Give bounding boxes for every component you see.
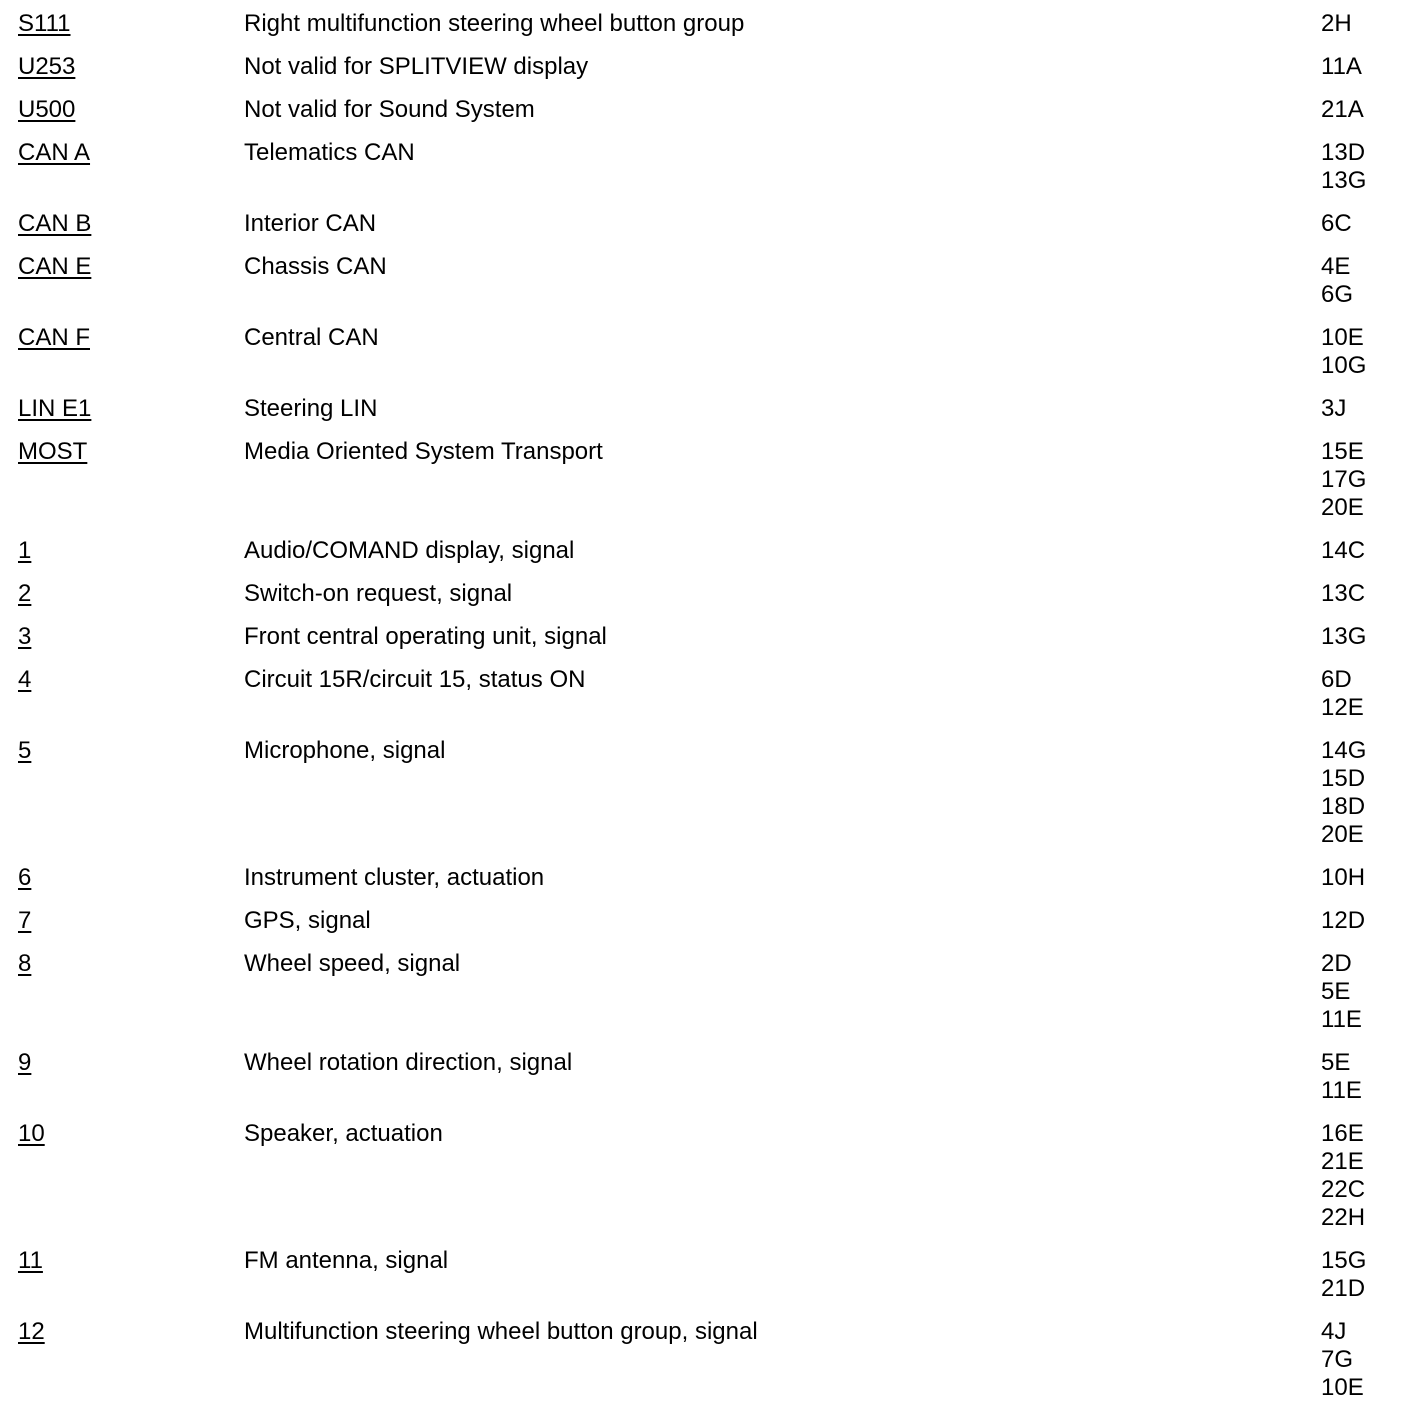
legend-description: Right multifunction steering wheel button group — [244, 10, 745, 37]
legend-description: Not valid for Sound System — [244, 96, 535, 123]
legend-grid-refs — [1321, 10, 1401, 38]
legend-grid-refs — [1321, 737, 1401, 849]
legend-description: Telematics CAN — [244, 139, 415, 166]
legend-description: Interior CAN — [244, 210, 377, 237]
legend-description: Instrument cluster, actuation — [244, 864, 545, 891]
grid-ref: 21E — [1321, 1148, 1364, 1175]
legend-code-link[interactable]: 10 — [18, 1120, 45, 1147]
legend-grid-refs — [1321, 950, 1401, 1034]
legend-code-link[interactable]: 3 — [18, 623, 32, 650]
legend-row — [0, 139, 1408, 195]
legend-description: Wheel speed, signal — [244, 950, 461, 977]
legend-row — [0, 1049, 1408, 1105]
legend-grid-refs — [1321, 864, 1401, 892]
legend-code-link[interactable]: U500 — [18, 96, 76, 123]
grid-ref: 11A — [1321, 53, 1362, 80]
legend-grid-refs — [1321, 1247, 1401, 1303]
legend-grid-refs — [1321, 623, 1401, 651]
grid-ref: 6C — [1321, 210, 1352, 237]
legend-row — [0, 623, 1408, 651]
legend-table — [0, 10, 1408, 1417]
grid-ref: 14C — [1321, 537, 1366, 564]
legend-description: Multifunction steering wheel button group, signal — [244, 1318, 758, 1345]
legend-code-link[interactable]: CAN B — [18, 210, 92, 237]
legend-code-link[interactable]: 8 — [18, 950, 32, 977]
legend-grid-refs — [1321, 666, 1401, 722]
legend-grid-refs — [1321, 210, 1401, 238]
legend-description: Chassis CAN — [244, 253, 387, 280]
legend-grid-refs — [1321, 580, 1401, 608]
grid-ref: 10E — [1321, 324, 1364, 351]
grid-ref: 20E — [1321, 494, 1364, 521]
legend-row — [0, 438, 1408, 522]
legend-grid-refs — [1321, 139, 1401, 195]
legend-code-link[interactable]: 12 — [18, 1318, 45, 1345]
legend-row — [0, 1247, 1408, 1303]
legend-code-link[interactable]: CAN E — [18, 253, 92, 280]
legend-row — [0, 210, 1408, 238]
legend-grid-refs — [1321, 907, 1401, 935]
legend-code-link[interactable]: CAN F — [18, 324, 90, 351]
grid-ref: 3J — [1321, 395, 1347, 422]
legend-row — [0, 395, 1408, 423]
grid-ref: 5E — [1321, 1049, 1351, 1076]
legend-grid-refs — [1321, 96, 1401, 124]
legend-description: Speaker, actuation — [244, 1120, 443, 1147]
legend-code-link[interactable]: 7 — [18, 907, 32, 934]
legend-description: GPS, signal — [244, 907, 371, 934]
legend-description: Central CAN — [244, 324, 379, 351]
grid-ref: 13C — [1321, 580, 1366, 607]
legend-code-link[interactable]: 6 — [18, 864, 32, 891]
legend-code-link[interactable]: CAN A — [18, 139, 91, 166]
legend-grid-refs — [1321, 1049, 1401, 1105]
grid-ref: 10G — [1321, 352, 1367, 379]
grid-ref: 7G — [1321, 1346, 1354, 1373]
grid-ref: 13D — [1321, 139, 1366, 166]
grid-ref: 14G — [1321, 737, 1367, 764]
legend-row — [0, 666, 1408, 722]
legend-grid-refs — [1321, 1318, 1401, 1402]
legend-grid-refs — [1321, 53, 1401, 81]
grid-ref: 21A — [1321, 96, 1364, 123]
legend-description: FM antenna, signal — [244, 1247, 449, 1274]
legend-grid-refs — [1321, 395, 1401, 423]
legend-code-link[interactable]: 1 — [18, 537, 32, 564]
legend-grid-refs — [1321, 253, 1401, 309]
grid-ref: 6D — [1321, 666, 1352, 693]
grid-ref: 22H — [1321, 1204, 1366, 1231]
grid-ref: 11E — [1321, 1006, 1362, 1033]
legend-code-link[interactable]: LIN E1 — [18, 395, 92, 422]
legend-code-link[interactable]: 2 — [18, 580, 32, 607]
legend-code-link[interactable]: 4 — [18, 666, 32, 693]
legend-row — [0, 324, 1408, 380]
legend-row — [0, 1318, 1408, 1402]
legend-description: Circuit 15R/circuit 15, status ON — [244, 666, 586, 693]
legend-row — [0, 53, 1408, 81]
legend-description: Wheel rotation direction, signal — [244, 1049, 573, 1076]
grid-ref: 10E — [1321, 1374, 1364, 1401]
grid-ref: 18D — [1321, 793, 1366, 820]
legend-description: Microphone, signal — [244, 737, 446, 764]
grid-ref: 20E — [1321, 821, 1364, 848]
legend-code-link[interactable]: 11 — [18, 1247, 43, 1274]
grid-ref: 11E — [1321, 1077, 1362, 1104]
legend-row — [0, 950, 1408, 1034]
legend-description: Steering LIN — [244, 395, 378, 422]
grid-ref: 13G — [1321, 623, 1367, 650]
legend-row — [0, 1120, 1408, 1232]
legend-row — [0, 96, 1408, 124]
legend-code-link[interactable]: 9 — [18, 1049, 32, 1076]
grid-ref: 4E — [1321, 253, 1351, 280]
grid-ref: 21D — [1321, 1275, 1366, 1302]
grid-ref: 15E — [1321, 438, 1364, 465]
legend-code-link[interactable]: MOST — [18, 438, 88, 465]
legend-row — [0, 580, 1408, 608]
legend-grid-refs — [1321, 324, 1401, 380]
legend-row — [0, 537, 1408, 565]
grid-ref: 17G — [1321, 466, 1367, 493]
legend-row — [0, 864, 1408, 892]
legend-row — [0, 253, 1408, 309]
legend-grid-refs — [1321, 537, 1401, 565]
grid-ref: 13G — [1321, 167, 1367, 194]
grid-ref: 15G — [1321, 1247, 1367, 1274]
legend-description: Media Oriented System Transport — [244, 438, 603, 465]
grid-ref: 12D — [1321, 907, 1366, 934]
grid-ref: 12E — [1321, 694, 1364, 721]
grid-ref: 4J — [1321, 1318, 1347, 1345]
grid-ref: 22C — [1321, 1176, 1366, 1203]
grid-ref: 10H — [1321, 864, 1366, 891]
grid-ref: 16E — [1321, 1120, 1364, 1147]
legend-row — [0, 737, 1408, 849]
legend-code-link[interactable]: U253 — [18, 53, 76, 80]
legend-row — [0, 907, 1408, 935]
grid-ref: 2D — [1321, 950, 1352, 977]
legend-description: Switch-on request, signal — [244, 580, 513, 607]
grid-ref: 15D — [1321, 765, 1366, 792]
legend-code-link[interactable]: S111 — [18, 10, 71, 37]
legend-description: Not valid for SPLITVIEW display — [244, 53, 589, 80]
grid-ref: 5E — [1321, 978, 1351, 1005]
grid-ref: 2H — [1321, 10, 1352, 37]
legend-grid-refs — [1321, 438, 1401, 522]
legend-row — [0, 10, 1408, 38]
grid-ref: 6G — [1321, 281, 1354, 308]
legend-grid-refs — [1321, 1120, 1401, 1232]
legend-code-link[interactable]: 5 — [18, 737, 32, 764]
legend-description: Audio/COMAND display, signal — [244, 537, 575, 564]
legend-description: Front central operating unit, signal — [244, 623, 607, 650]
